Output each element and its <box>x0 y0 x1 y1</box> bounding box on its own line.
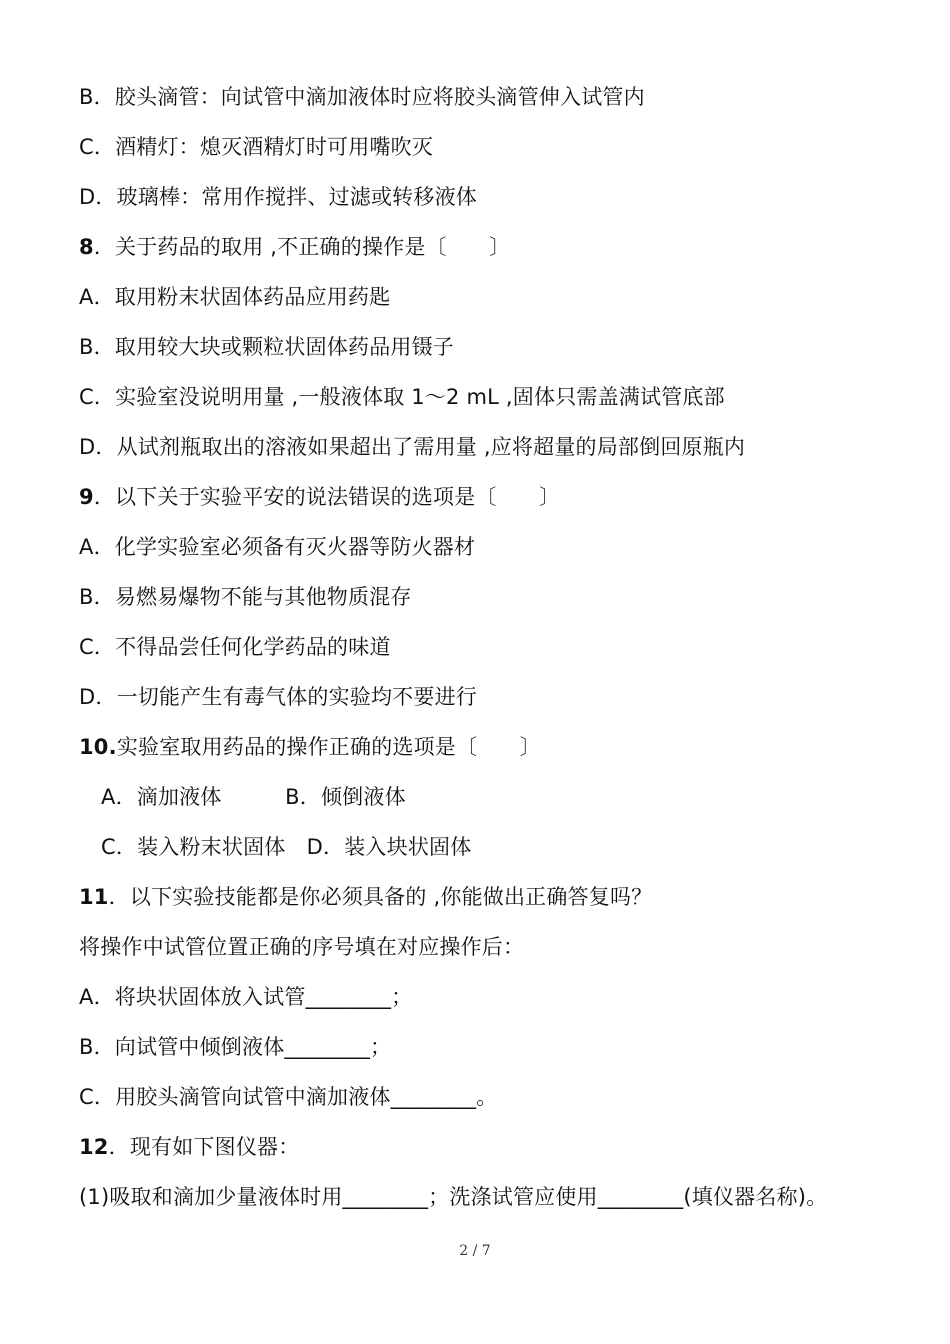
option-line: C．实验室没说明用量 ,一般液体取 1～2 mL ,固体只需盖满试管底部 <box>79 385 725 409</box>
fill-blank-line: A．将块状固体放入试管________； <box>79 985 413 1009</box>
fill-blank-line: C．用胶头滴管向试管中滴加液体________。 <box>79 1085 498 1109</box>
question-line: 9．以下关于实验平安的说法错误的选项是〔 〕 <box>79 485 561 509</box>
page-number: 2 / 7 <box>459 1243 491 1259</box>
question-line: 8．关于药品的取用 ,不正确的操作是〔 〕 <box>79 235 511 259</box>
option-line: D．玻璃棒：常用作搅拌、过滤或转移液体 <box>79 185 477 209</box>
fill-blank-line: (1)吸取和滴加少量液体时用________；洗涤试管应使用________(填仪器名称)。 <box>79 1185 828 1209</box>
option-line: B．取用较大块或颗粒状固体药品用镊子 <box>79 335 455 359</box>
option-line: A．化学实验室必须备有灭火器等防火器材 <box>79 535 476 559</box>
option-line: C．酒精灯：熄灭酒精灯时可用嘴吹灭 <box>79 135 434 159</box>
option-line: B．易燃易爆物不能与其他物质混存 <box>79 585 412 609</box>
option-line: C．不得品尝任何化学药品的味道 <box>79 635 391 659</box>
option-line: D．一切能产生有毒气体的实验均不要进行 <box>79 685 477 709</box>
option-line: A．滴加液体 B．倾倒液体 <box>101 785 406 809</box>
option-line: A．取用粉末状固体药品应用药匙 <box>79 285 391 309</box>
question-line: 10.实验室取用药品的操作正确的选项是〔 〕 <box>79 735 541 759</box>
question-line: 12．现有如下图仪器： <box>79 1135 300 1159</box>
option-line: B．胶头滴管：向试管中滴加液体时应将胶头滴管伸入试管内 <box>79 85 645 109</box>
option-line: D．从试剂瓶取出的溶液如果超出了需用量 ,应将超量的局部倒回原瓶内 <box>79 435 746 459</box>
question-line: 11．以下实验技能都是你必须具备的 ,你能做出正确答复吗？ <box>79 885 653 909</box>
instruction-line: 将操作中试管位置正确的序号填在对应操作后： <box>79 935 525 959</box>
option-line: C．装入粉末状固体 D．装入块状固体 <box>101 835 472 859</box>
fill-blank-line: B．向试管中倾倒液体________； <box>79 1035 392 1059</box>
